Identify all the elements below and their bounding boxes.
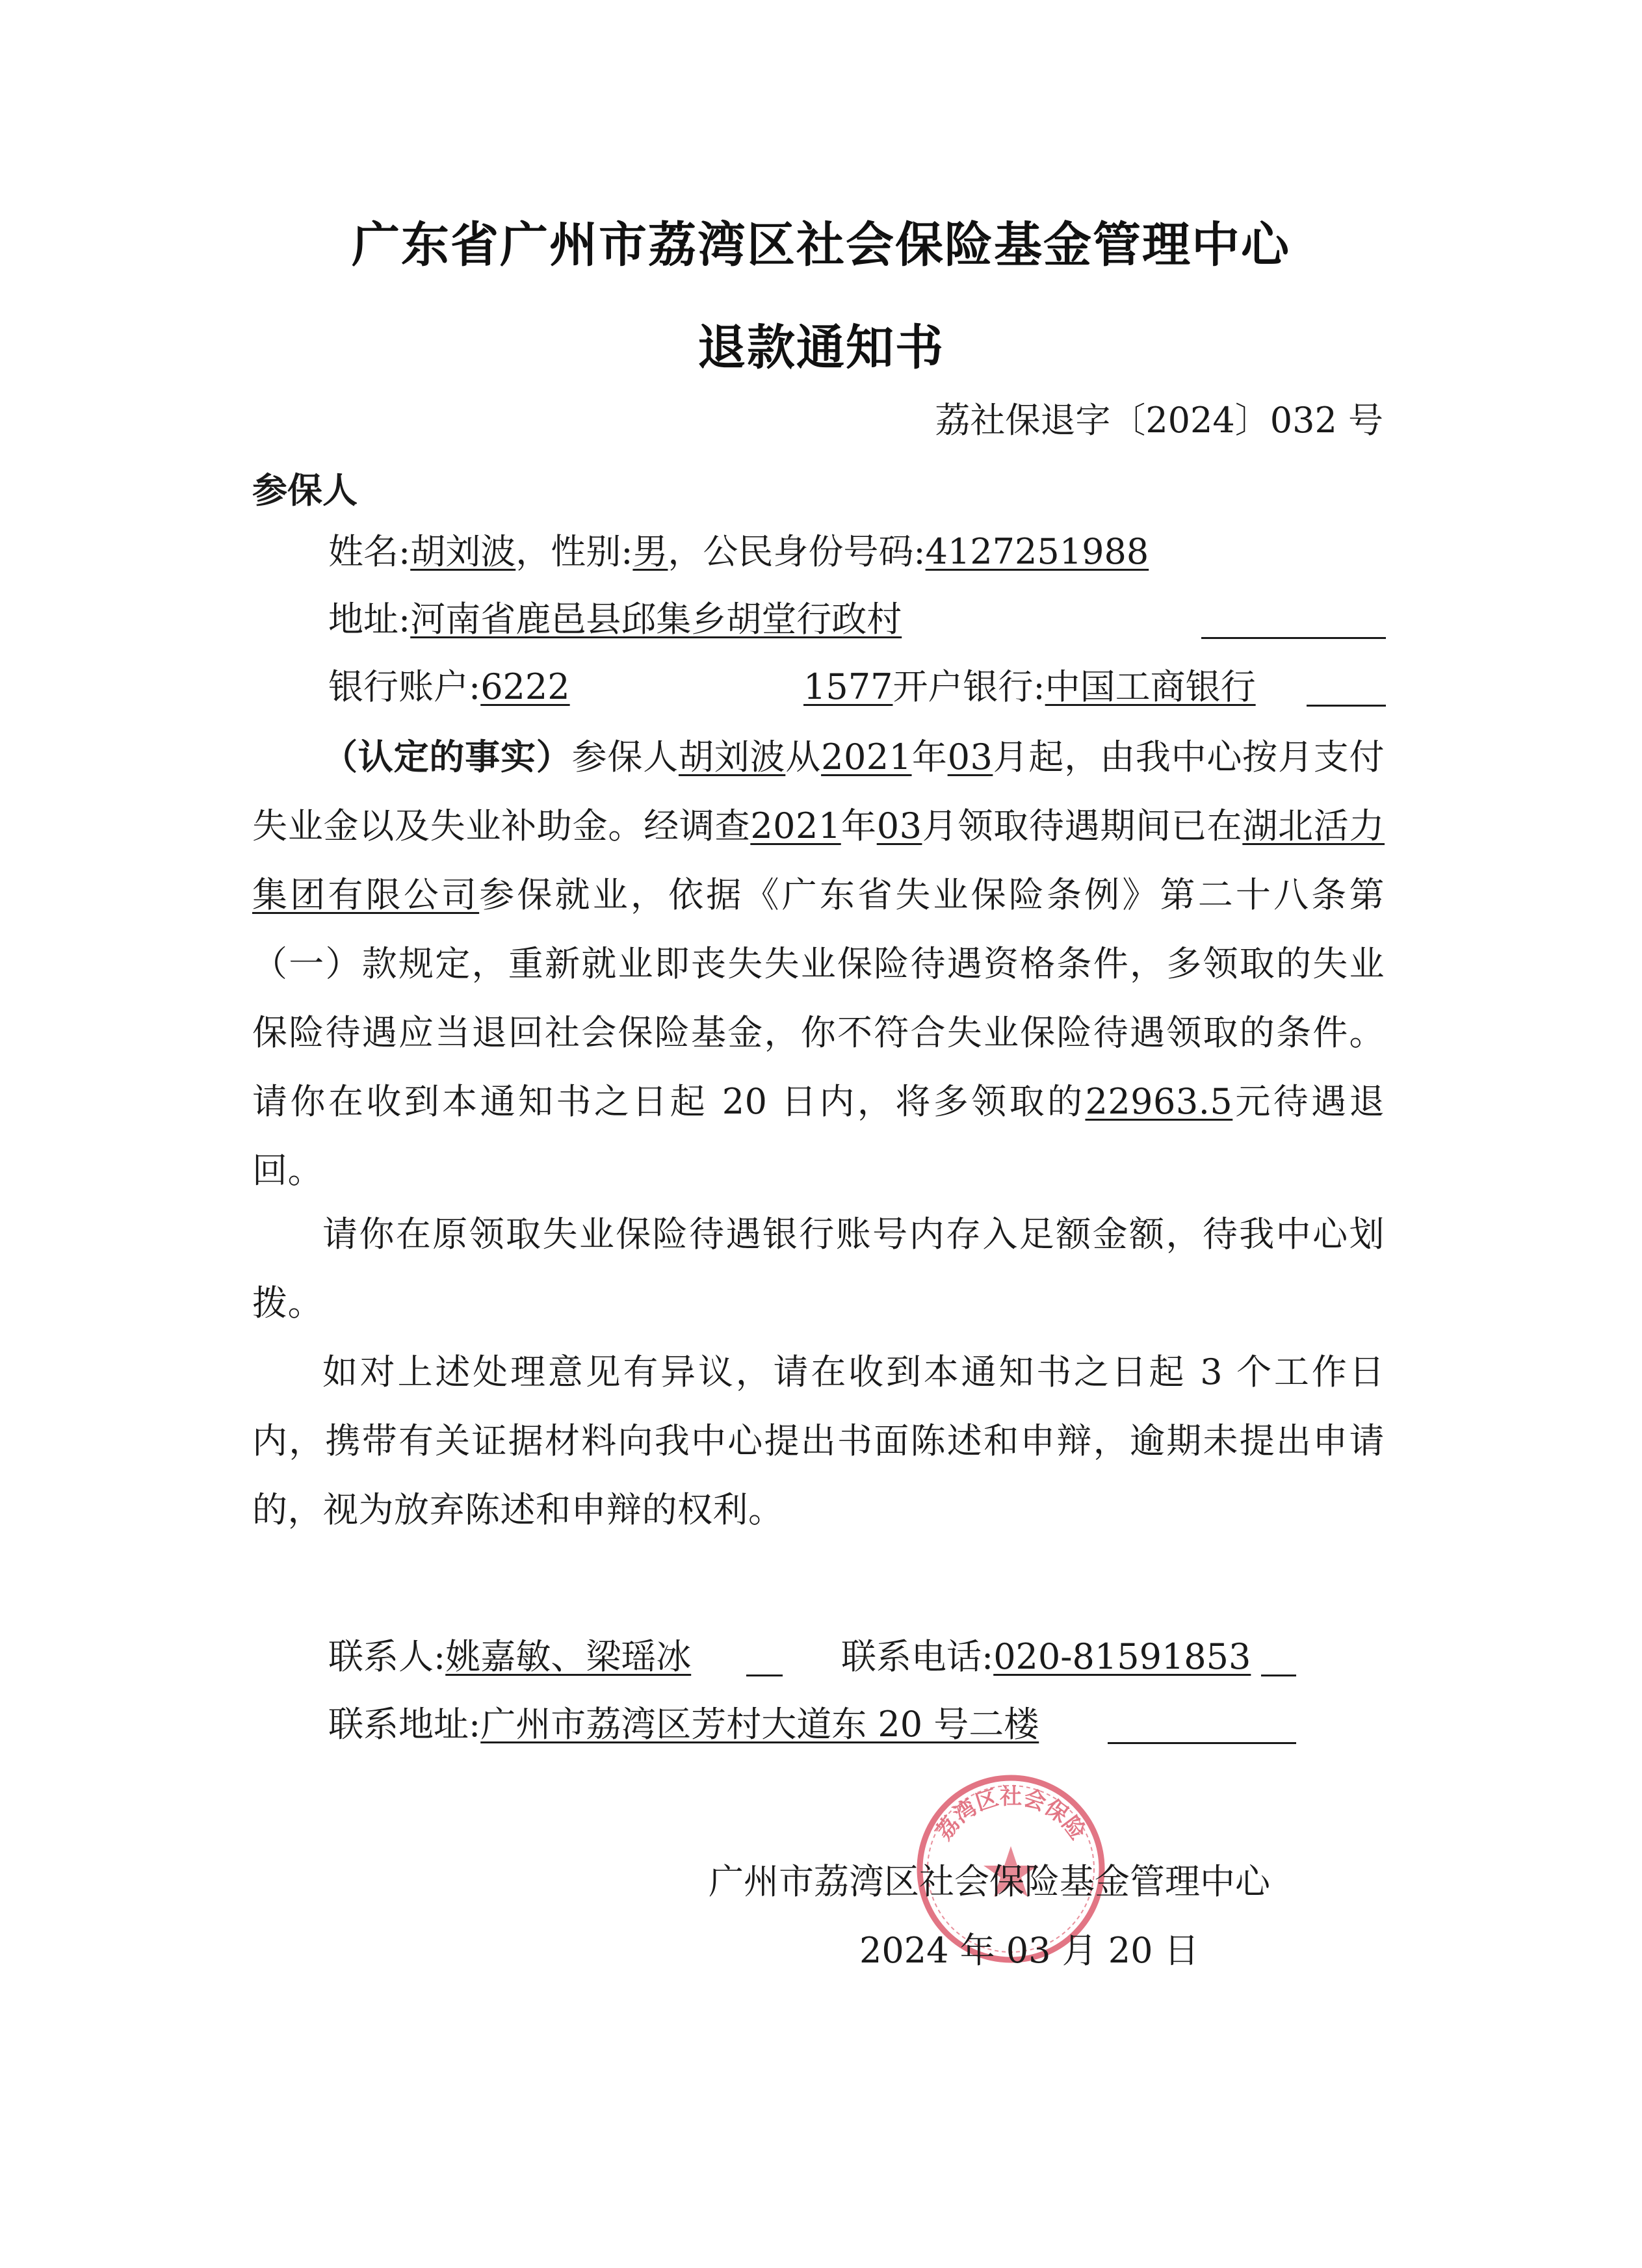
name-value: 胡刘波: [410, 531, 516, 572]
contact-phone-blank: [1261, 1637, 1296, 1676]
facts-text: 月起，由我中心按月支付失业金以及失业补助金。经调查: [252, 736, 1385, 846]
address-value: 河南省鹿邑县邱集乡胡堂行政村: [410, 599, 902, 640]
payment-paragraph: 请你在原领取失业保险待遇银行账号内存入足额金额，待我中心划拨。: [252, 1214, 1385, 1323]
id-label: ，公民身份号码:: [668, 531, 926, 572]
facts-label: （认定的事实）: [322, 736, 572, 777]
facts-month: 03: [947, 736, 993, 777]
svg-text:荔湾区社会保险: [931, 1784, 1091, 1845]
contact-person-blank: [746, 1637, 783, 1676]
contact-phone-value: 020-81591853: [993, 1636, 1251, 1677]
facts-month: 03: [876, 805, 922, 846]
account-value-start: 6222: [480, 666, 570, 707]
account-label: 银行账户:: [328, 666, 481, 707]
facts-text: 年: [841, 805, 877, 846]
signing-organization: 广州市荔湾区社会保险基金管理中心: [709, 1861, 1270, 1902]
facts-text: 参保就业，依据《广东省失业保险条例》第二十八条第（一）款规定，重新就业即丧失失业保险待遇资格条件，多领取的失业保险待遇应当退回社会保险基金，你不符合失业保险待遇领取的条件。请你在收到本通知书之日起 20 日内，将多领取的: [252, 874, 1385, 1122]
name-label: 姓名:: [328, 531, 411, 572]
facts-company: 湖北活力集团有限公司: [252, 805, 1385, 915]
contact-person-label: 联系人:: [328, 1636, 446, 1677]
address-label: 地址:: [328, 599, 411, 640]
gender-label: ，性别:: [515, 531, 633, 572]
bank-label: 开户银行:: [893, 666, 1045, 707]
signing-date: 2024 年 03 月 20 日: [859, 1930, 1199, 1971]
facts-text: 从: [785, 736, 822, 777]
seal-text: 荔湾区社会保险: [930, 1784, 1091, 1845]
facts-text: 年: [911, 736, 948, 777]
facts-year: 2021: [821, 736, 912, 777]
insured-bank-line-right: [803, 664, 1256, 710]
contact-address-value: 广州市荔湾区芳村大道东 20 号二楼: [480, 1704, 1039, 1745]
contact-person-value: 姚嘉敏、梁瑶冰: [445, 1636, 692, 1677]
contact-person-line: [328, 1634, 691, 1680]
facts-name: 胡刘波: [678, 736, 786, 777]
facts-amount: 22963.5: [1085, 1081, 1233, 1122]
objection-paragraph: 如对上述处理意见有异议，请在收到本通知书之日起 3 个工作日内，携带有关证据材料向我中心提出书面陈述和申辩，逾期未提出申请的，视为放弃陈述和申辩的权利。: [252, 1351, 1385, 1530]
contact-address-blank: [1108, 1704, 1296, 1744]
insured-address-line: [328, 597, 902, 642]
document-number: 荔社保退字〔2024〕032 号: [935, 400, 1383, 441]
contact-address-label: 联系地址:: [328, 1704, 481, 1745]
facts-text: 元待遇退回。: [252, 1081, 1385, 1191]
insured-name-line: [328, 529, 1149, 575]
id-value: 4127251988: [925, 531, 1149, 572]
insured-bank-line: [328, 664, 570, 710]
contact-phone-label: 联系电话:: [841, 1636, 994, 1677]
facts-text: 参保人: [571, 736, 679, 777]
document-title: 广东省广州市荔湾区社会保险基金管理中心: [352, 217, 1290, 273]
contact-phone-line: [841, 1634, 1251, 1680]
document-subtitle: 退款通知书: [697, 320, 945, 376]
address-blank-underline: [1201, 599, 1386, 639]
facts-text: 月领取待遇期间已在: [922, 805, 1243, 846]
gender-value: 男: [632, 531, 668, 572]
facts-paragraph: [252, 723, 1385, 1205]
bank-value: 中国工商银行: [1045, 666, 1256, 707]
insured-heading: 参保人: [252, 470, 358, 511]
account-value-end: 1577: [803, 666, 893, 707]
facts-year: 2021: [750, 805, 841, 846]
bank-blank-underline: [1307, 667, 1386, 707]
contact-address-line: [328, 1702, 1039, 1747]
